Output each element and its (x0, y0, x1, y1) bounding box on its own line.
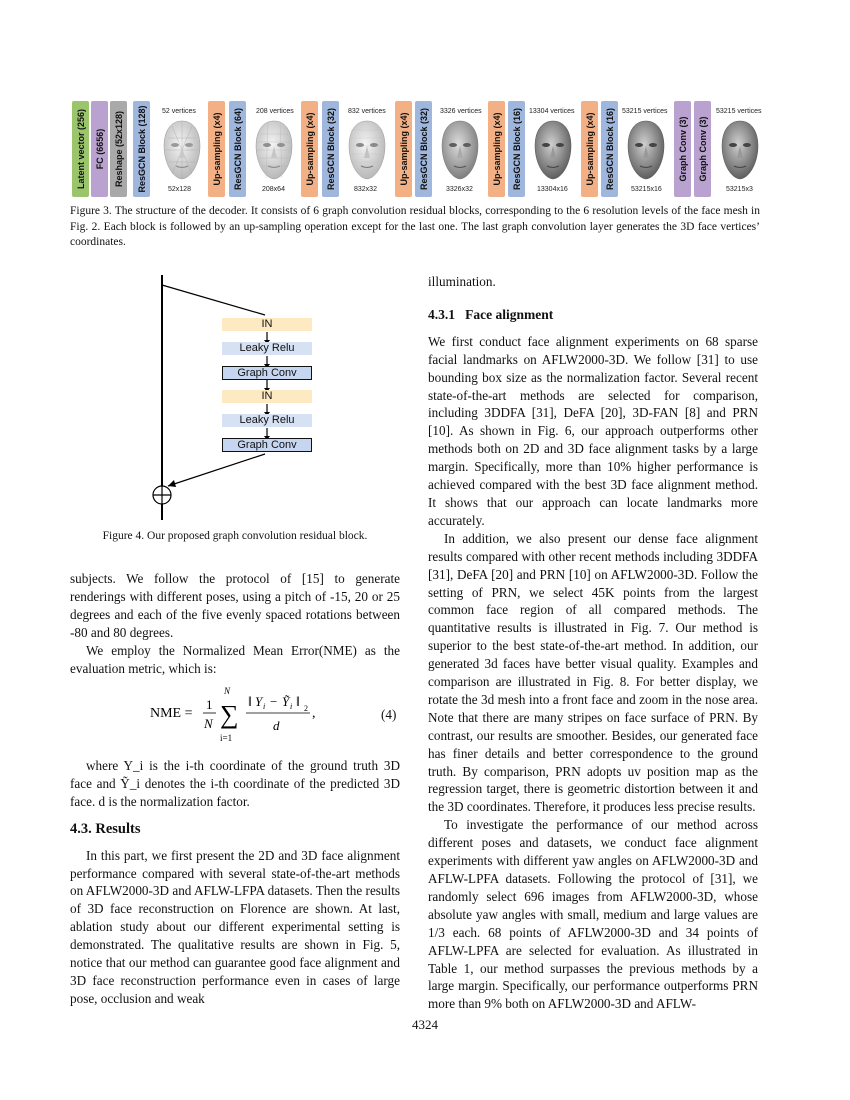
figure-4-caption: Figure 4. Our proposed graph convolution residual block. (102, 530, 368, 542)
block-graph-conv-2: Graph Conv (3) (694, 101, 711, 197)
face-mesh-image (345, 118, 389, 182)
fig4-in-block: IN (222, 390, 312, 403)
svg-text:‖: ‖ (296, 695, 300, 710)
right-column (428, 273, 758, 1013)
dimension-label: 832x32 (354, 186, 377, 193)
section-heading: 4.3. Results (70, 820, 141, 837)
block-latent-vector: Latent vector (256) (72, 101, 89, 197)
block-fc: FC (6656) (91, 101, 108, 197)
svg-text:∑: ∑ (220, 700, 239, 729)
vertex-count-label: 53215 vertices (716, 108, 762, 115)
face-mesh-image (160, 118, 204, 182)
block-resgcn-32a: ResGCN Block (32) (322, 101, 339, 197)
left-column (70, 570, 400, 677)
face-mesh-image (252, 118, 296, 182)
face-mesh-image (531, 118, 575, 182)
fig4-in-block: IN (222, 318, 312, 331)
block-upsampling-1: Up-sampling (x4) (208, 101, 225, 197)
svg-text:1: 1 (206, 697, 213, 712)
svg-text:NME =: NME = (150, 706, 193, 721)
vertex-count-label: 832 vertices (348, 108, 386, 115)
paragraph: where Y_i is the i-th coordinate of the ground truth 3D face and Ỹ_i denotes the i-th coordinate of the predicted 3D face. d is the normalization factor. (70, 758, 400, 809)
fig4-leaky-relu-block: Leaky Relu (222, 342, 312, 355)
block-upsampling-3: Up-sampling (x4) (395, 101, 412, 197)
block-graph-conv-1: Graph Conv (3) (674, 101, 691, 197)
paragraph: illumination. (428, 274, 496, 289)
block-upsampling-2: Up-sampling (x4) (301, 101, 318, 197)
nme-equation (150, 672, 400, 752)
svg-text:N: N (224, 686, 231, 696)
svg-text:i: i (290, 702, 293, 711)
block-reshape: Reshape (52x128) (110, 101, 127, 197)
vertex-count-label: 52 vertices (162, 108, 196, 115)
svg-text:N: N (204, 716, 213, 731)
block-upsampling-5: Up-sampling (x4) (581, 101, 598, 197)
block-resgcn-128: ResGCN Block (128) (133, 101, 150, 197)
svg-text:i: i (263, 702, 266, 711)
dimension-label: 13304x16 (537, 186, 568, 193)
svg-text:−: − (270, 694, 278, 709)
svg-text:2: 2 (304, 704, 308, 713)
paragraph: subjects. We follow the protocol of [15] to generate renderings with different poses, using a pitch of -15, 20 or 25 degrees and each of the five evenly spaced rotations between -80 and 80 degrees. (70, 571, 400, 640)
dimension-label: 53215x16 (631, 186, 662, 193)
dimension-label: 208x64 (262, 186, 285, 193)
block-upsampling-4: Up-sampling (x4) (488, 101, 505, 197)
paragraph: To investigate the performance of our method across different poses and datasets, we conduct face alignment experiments with different yaw angles on AFLW2000-3D and AFLW-LPFA datasets. Following the protocol of [31], we randomly select 696 images from AFLW2000-3D, whose absolute yaw angles with small, medium and large values are 1/3 each. 68 points of AFLW2000-3D and 34 points of AFLW-LPFA are selected for evaluation. As illustrated in Table 1, our method surpasses the previous methods by a large margin. Specifically, our performance outperforms PRN more than 9% both on AFLW2000-3D and AFLW- (428, 817, 758, 1012)
face-mesh-image (624, 118, 668, 182)
svg-text:,: , (312, 706, 316, 721)
fig4-leaky-relu-block: Leaky Relu (222, 414, 312, 427)
svg-text:‖: ‖ (248, 695, 252, 710)
paragraph: In addition, we also present our dense face alignment results compared with other recent methods including 3DDFA [31], DeFA [20] and PRN [10] on AFLW2000-3D. Follow the setting of PRN, we select 45K points from the largest common face region of all compared methods. The quantitative results is illustrated in Fig. 7. Our method is superior to the best state-of-the-art method. In addition, our generated 3d faces have better visual quality. Examples and comparison are illustrated in Fig. 8. For better display, we rotate the 3d mesh into a front face and zoom in the nose area. Note that there are many stripes on face surface of PRN. By contrast, our results are smoother. Besides, our generated face has finer details and better correspondence to the ground truth. By comparison, PRN adopts uv position map as the regression target, there is geometric distortion between it and the 3D coordinates. Therefore, it produces less precise results. (428, 530, 758, 815)
figure-3-caption: Figure 3. The structure of the decoder. It consists of 6 graph convolution residual blocks, corresponding to the 6 resolution levels of the face mesh in Fig. 2. Each block is followed by an up-sampling operation except for the last one. The last graph convolution layer generates the 3D face vertices’ coordinates. (70, 205, 760, 248)
dimension-label: 52x128 (168, 186, 191, 193)
svg-text:Ỹ: Ỹ (282, 694, 290, 709)
subsection-heading: 4.3.1 Face alignment (428, 306, 554, 322)
block-resgcn-32b: ResGCN Block (32) (415, 101, 432, 197)
paragraph: We employ the Normalized Mean Error(NME) as the evaluation metric, which is: (70, 642, 400, 676)
vertex-count-label: 3326 vertices (440, 108, 482, 115)
dimension-label: 3326x32 (446, 186, 473, 193)
fig4-graph-conv-block: Graph Conv (222, 366, 312, 380)
face-mesh-image (718, 118, 762, 182)
svg-text:i=1: i=1 (220, 733, 233, 743)
fig4-graph-conv-block: Graph Conv (222, 438, 312, 452)
block-resgcn-16a: ResGCN Block (16) (508, 101, 525, 197)
left-column-lower (70, 757, 400, 1008)
face-mesh-image (438, 118, 482, 182)
paragraph: We first conduct face alignment experiments on 68 sparse facial landmarks on AFLW2000-3D. We follow [31] to use bounding box size as the normalization factor. Several recent state-of-the-art methods are selected for comparison, including 3DDFA [31], DeFA [20], 3D-FAN [8] and PRN [10]. As shown in Fig. 6, our approach outperforms other methods both on 2D and 3D face alignment tasks by a large margin. Specifically, more than 10% higher performance is achieved compared with the best 3D face alignment method. It shows that our approach can locate landmarks more accurately. (428, 333, 758, 528)
page-number: 4324 (412, 1017, 438, 1032)
vertex-count-label: 53215 vertices (622, 108, 668, 115)
vertex-count-label: 13304 vertices (529, 108, 575, 115)
paragraph: In this part, we first present the 2D and 3D face alignment performance compared with several state-of-the-art methods on AFLW2000-3D and AFLW-LFPA datasets. Then the results of 3D face reconstruction on Florence are shown. At last, ablation study about our different experimental setting is demonstrated. The qualitative results are shown in Fig. 5, notice that our method can guarantee good face alignment and 3D face reconstruction performance even in cases of large pose, occlusion and weak (70, 847, 400, 1006)
svg-text:d: d (273, 718, 280, 733)
svg-text:Y: Y (255, 694, 263, 709)
dimension-label: 53215x3 (726, 186, 753, 193)
block-resgcn-16b: ResGCN Block (16) (601, 101, 618, 197)
vertex-count-label: 208 vertices (256, 108, 294, 115)
block-resgcn-64: ResGCN Block (64) (229, 101, 246, 197)
equation-number: (4) (381, 707, 397, 722)
